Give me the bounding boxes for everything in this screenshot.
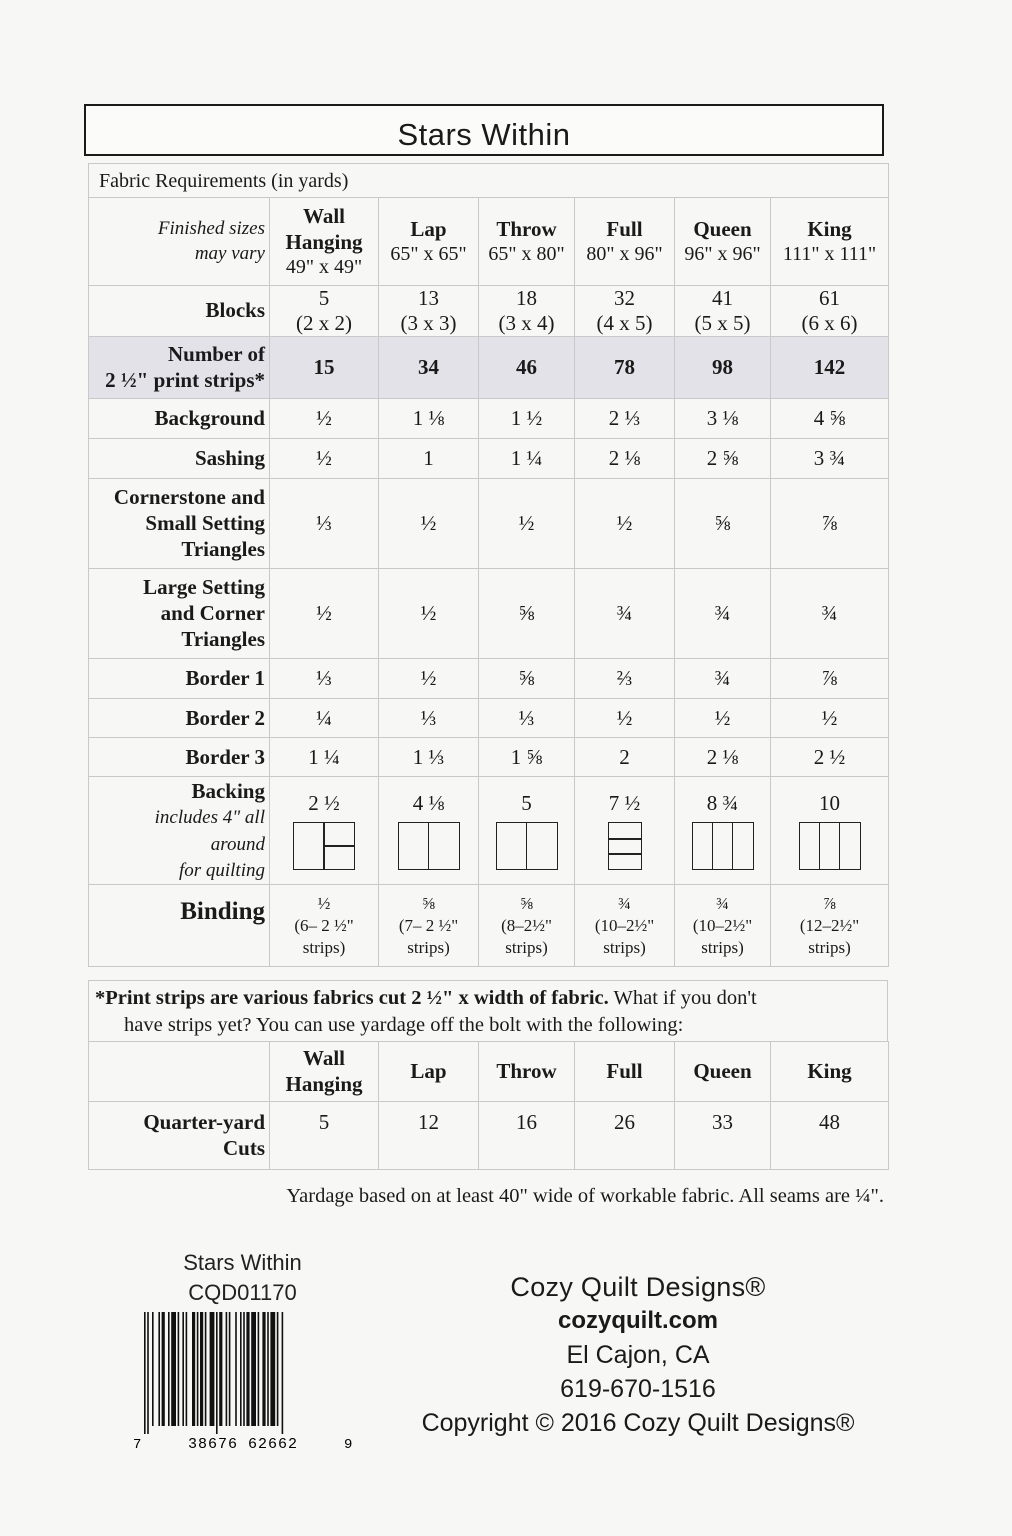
company-phone: 619-670-1516 xyxy=(560,1375,716,1403)
table-cell: 8 ¾ xyxy=(675,777,771,885)
table-cell: ⅝ xyxy=(479,659,575,699)
table-cell: ½ xyxy=(479,479,575,569)
barcode-bar xyxy=(177,1312,179,1426)
table-cell: ½ xyxy=(270,569,379,659)
table-cell: ⅞ xyxy=(771,659,889,699)
barcode-bar xyxy=(270,1312,275,1426)
company-website[interactable]: cozyquilt.com xyxy=(557,1307,719,1334)
table-cell: ⅞ xyxy=(771,479,889,569)
barcode-bar xyxy=(161,1312,164,1426)
note-bold: *Print strips are various fabrics cut 2 ½" x width of fabric. xyxy=(95,987,609,1009)
barcode-bar xyxy=(209,1312,214,1426)
table-cell: ¾ xyxy=(771,569,889,659)
table-row xyxy=(89,569,889,659)
table-cell: 4 ⅝ xyxy=(771,399,889,439)
table-cell: 5 xyxy=(270,1102,379,1170)
table-row xyxy=(89,439,889,479)
table-row xyxy=(89,399,889,439)
barcode-bar xyxy=(246,1312,249,1426)
table-cell: ⅓ xyxy=(479,699,575,738)
quarter-yard-row xyxy=(89,1102,889,1170)
table-cell: ⅝ (8–2½" strips) xyxy=(479,885,575,967)
table-cell: 3 ¾ xyxy=(771,439,889,479)
company-location: El Cajon, CA xyxy=(566,1341,710,1369)
fabric-requirements-table xyxy=(88,163,889,967)
binding-row xyxy=(89,885,889,967)
barcode-bar xyxy=(158,1312,160,1426)
note-line-2: have strips yet? You can use yardage off the bolt with the following: xyxy=(124,1013,684,1036)
size-header: Lap 65" x 65" xyxy=(379,198,479,286)
table-cell: 7 ½ xyxy=(575,777,675,885)
barcode-bar xyxy=(185,1312,187,1426)
table-cell: ½ xyxy=(575,699,675,738)
table-cell: 13 (3 x 3) xyxy=(379,286,479,337)
table-cell: ⅝ (7– 2 ½" strips) xyxy=(379,885,479,967)
table-cell: 48 xyxy=(771,1102,889,1170)
table-cell: ¾ xyxy=(675,569,771,659)
barcode-bar xyxy=(257,1312,259,1426)
barcode-bar xyxy=(235,1312,237,1426)
table-cell: 1 ⅓ xyxy=(379,738,479,777)
barcode-bar xyxy=(147,1312,149,1434)
table-cell: 3 ⅛ xyxy=(675,399,771,439)
table-cell: 26 xyxy=(575,1102,675,1170)
row-label: Binding xyxy=(89,885,270,967)
table-cell: 5 xyxy=(479,777,575,885)
table-cell: 1 xyxy=(379,439,479,479)
table-cell: 41 (5 x 5) xyxy=(675,286,771,337)
row-label: Sashing xyxy=(89,439,270,479)
table-cell: ½ xyxy=(575,479,675,569)
row-label: Border 1 xyxy=(89,659,270,699)
barcode xyxy=(132,1310,354,1450)
table-cell: ¾ (10–2½" strips) xyxy=(675,885,771,967)
size-header: Queen xyxy=(675,1042,771,1102)
table-cell: 2 ⅝ xyxy=(675,439,771,479)
barcode-bar xyxy=(251,1312,256,1426)
table-cell: 12 xyxy=(379,1102,479,1170)
table-cell: 2 xyxy=(575,738,675,777)
barcode-bar xyxy=(144,1312,146,1434)
company-name: Cozy Quilt Designs® xyxy=(510,1272,766,1302)
size-header: Throw 65" x 80" xyxy=(479,198,575,286)
barcode-bar xyxy=(196,1312,198,1426)
quarter-yard-table xyxy=(88,1041,889,1170)
barcode-bar xyxy=(281,1312,283,1434)
size-header: Full xyxy=(575,1042,675,1102)
table-row xyxy=(89,699,889,738)
size-header: Lap xyxy=(379,1042,479,1102)
row-label: Number of 2 ½" print strips* xyxy=(89,337,270,399)
upc-left: 7 xyxy=(132,1437,141,1450)
table-cell: ¾ (10–2½" strips) xyxy=(575,885,675,967)
table-row xyxy=(89,479,889,569)
barcode-bar xyxy=(225,1312,227,1426)
print-strips-note xyxy=(88,980,888,1042)
table-cell: 4 ⅛ xyxy=(379,777,479,885)
table-cell: 46 xyxy=(479,337,575,399)
backing-diagram xyxy=(293,822,355,870)
barcode-bar xyxy=(200,1312,203,1426)
table-cell: 18 (3 x 4) xyxy=(479,286,575,337)
copyright: Copyright © 2016 Cozy Quilt Designs® xyxy=(421,1409,855,1437)
table-cell: 1 ⅝ xyxy=(479,738,575,777)
note-text: What if you don't xyxy=(608,987,757,1009)
row-label: Backing includes 4" all around for quilting xyxy=(89,777,270,885)
table-cell: ½ xyxy=(675,699,771,738)
table-cell: ½ xyxy=(379,659,479,699)
table-cell: 2 ½ xyxy=(771,738,889,777)
blocks-row xyxy=(89,286,889,337)
barcode-bar xyxy=(168,1312,170,1426)
table-cell: ¾ xyxy=(575,569,675,659)
product-code: CQD01170 xyxy=(188,1280,297,1305)
table-cell: ⅝ xyxy=(479,569,575,659)
barcode-bar xyxy=(228,1312,230,1426)
size-header: King 111" x 111" xyxy=(771,198,889,286)
row-label: Border 2 xyxy=(89,699,270,738)
barcode-bar xyxy=(204,1312,206,1426)
table-cell: 16 xyxy=(479,1102,575,1170)
barcode-bar xyxy=(152,1312,154,1426)
table-row xyxy=(89,659,889,699)
backing-diagram xyxy=(799,822,861,870)
page-title: Stars Within xyxy=(397,117,571,152)
barcode-block xyxy=(130,1248,355,1450)
table-cell: 61 (6 x 6) xyxy=(771,286,889,337)
backing-diagram xyxy=(608,822,642,870)
size-header: Wall Hanging xyxy=(270,1042,379,1102)
table-cell: ½ xyxy=(270,439,379,479)
table-cell: 34 xyxy=(379,337,479,399)
barcode-bar xyxy=(192,1312,195,1426)
table-cell: 142 xyxy=(771,337,889,399)
sizes-header-row xyxy=(89,198,889,286)
table-cell: 2 ⅓ xyxy=(575,399,675,439)
barcode-bar xyxy=(267,1312,269,1426)
table-cell: 32 (4 x 5) xyxy=(575,286,675,337)
table-cell: ½ xyxy=(270,399,379,439)
table-cell: ¾ xyxy=(675,659,771,699)
table-row xyxy=(89,738,889,777)
table-cell: 1 ⅛ xyxy=(379,399,479,439)
table-cell: ¼ xyxy=(270,699,379,738)
barcode-bar xyxy=(216,1312,218,1434)
upc-right: 9 xyxy=(343,1437,352,1450)
table-cell: ½ xyxy=(771,699,889,738)
table-cell: ½ xyxy=(379,569,479,659)
product-name: Stars Within xyxy=(183,1250,302,1275)
table-cell: ⅔ xyxy=(575,659,675,699)
row-label: Quarter-yard Cuts xyxy=(89,1102,270,1170)
backing-diagram xyxy=(692,822,754,870)
table-cell: 2 ½ xyxy=(270,777,379,885)
table-cell: ⅓ xyxy=(270,659,379,699)
row-label: Blocks xyxy=(89,286,270,337)
barcode-bar xyxy=(262,1312,265,1426)
size-header: Wall Hanging 49" x 49" xyxy=(270,198,379,286)
table-caption: Fabric Requirements (in yards) xyxy=(89,164,889,198)
print-strips-row xyxy=(89,337,889,399)
size-header: King xyxy=(771,1042,889,1102)
table-cell: 5 (2 x 2) xyxy=(270,286,379,337)
table-cell: 33 xyxy=(675,1102,771,1170)
title-box xyxy=(84,104,884,156)
table-cell: 78 xyxy=(575,337,675,399)
row-label: Background xyxy=(89,399,270,439)
barcode-bar xyxy=(243,1312,245,1426)
row-label: Border 3 xyxy=(89,738,270,777)
table-cell: ⅓ xyxy=(379,699,479,738)
backing-diagram xyxy=(398,822,460,870)
finished-sizes-label: Finished sizes may vary xyxy=(89,198,270,286)
barcode-bar xyxy=(219,1312,222,1426)
table-cell: ½ (6– 2 ½" strips) xyxy=(270,885,379,967)
table-cell: ⅝ xyxy=(675,479,771,569)
company-block xyxy=(388,1270,888,1440)
barcode-bar xyxy=(171,1312,176,1426)
table-cell: 2 ⅛ xyxy=(675,738,771,777)
backing-diagram xyxy=(496,822,558,870)
backing-row xyxy=(89,777,889,885)
yardage-header-row xyxy=(89,1042,889,1102)
yardage-footnote: Yardage based on at least 40" wide of workable fabric. All seams are ¼". xyxy=(286,1185,884,1207)
barcode-bar xyxy=(276,1312,278,1426)
table-cell: 1 ¼ xyxy=(479,439,575,479)
table-cell: 1 ¼ xyxy=(270,738,379,777)
empty-cell xyxy=(89,1042,270,1102)
table-cell: 10 xyxy=(771,777,889,885)
table-cell: 2 ⅛ xyxy=(575,439,675,479)
row-label: Cornerstone and Small Setting Triangles xyxy=(89,479,270,569)
upc-main: 38676 62662 xyxy=(187,1436,298,1450)
table-cell: ⅓ xyxy=(270,479,379,569)
size-header: Throw xyxy=(479,1042,575,1102)
size-header: Full 80" x 96" xyxy=(575,198,675,286)
table-cell: 15 xyxy=(270,337,379,399)
barcode-bar xyxy=(240,1312,242,1426)
table-cell: 1 ½ xyxy=(479,399,575,439)
size-header: Queen 96" x 96" xyxy=(675,198,771,286)
table-cell: ⅞ (12–2½" strips) xyxy=(771,885,889,967)
row-label: Large Setting and Corner Triangles xyxy=(89,569,270,659)
barcode-bar xyxy=(182,1312,184,1426)
table-cell: 98 xyxy=(675,337,771,399)
table-cell: ½ xyxy=(379,479,479,569)
